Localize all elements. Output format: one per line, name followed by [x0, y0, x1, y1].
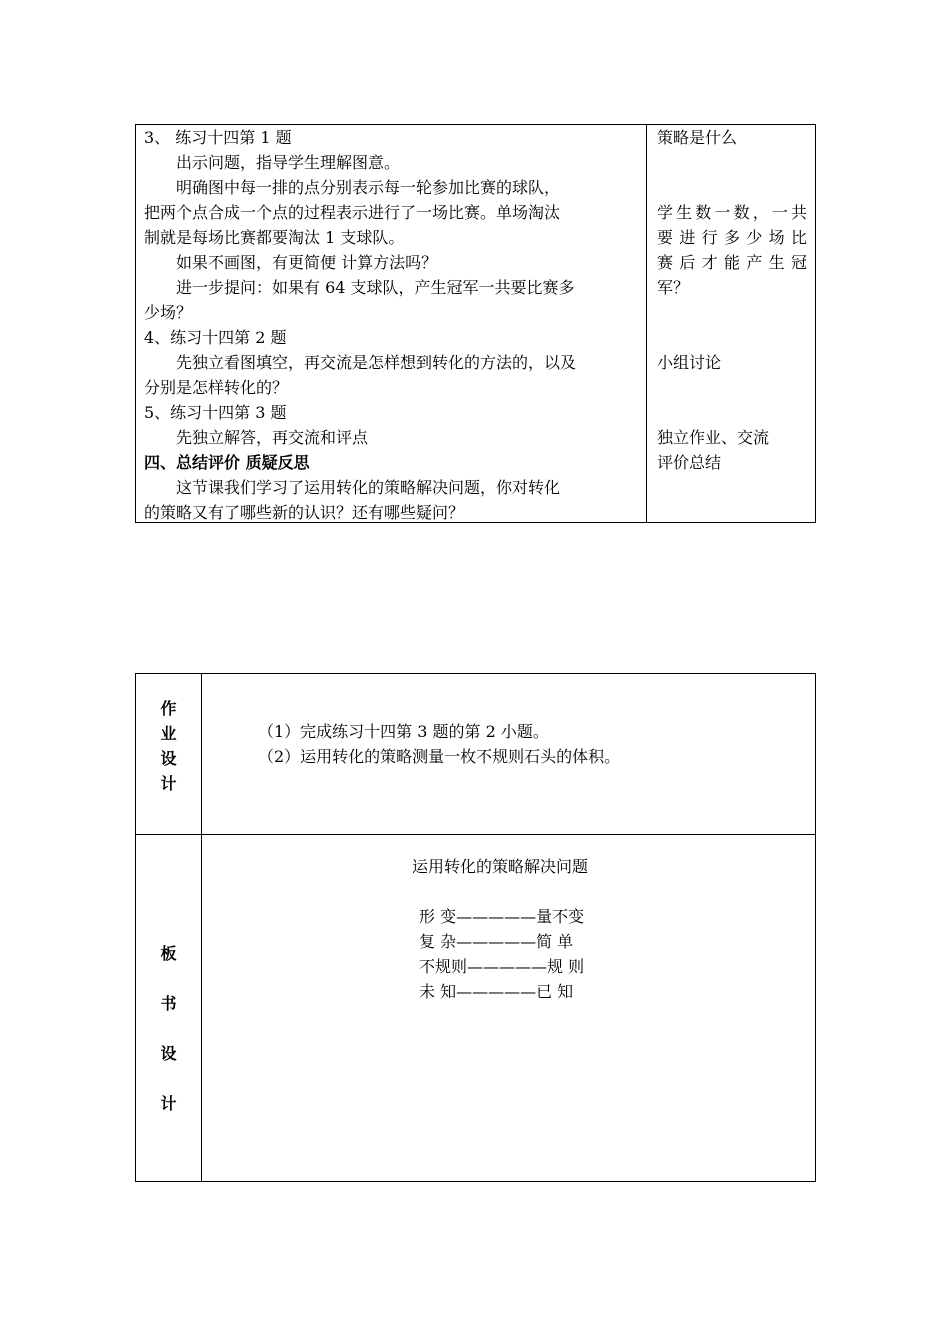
board-row: 不规则—————规 则 [419, 957, 585, 976]
note-line: 策略是什么 [657, 128, 738, 147]
board-row: 复 杂—————简 单 [419, 932, 574, 951]
note-line: 赛后才能产生冠 [657, 253, 807, 272]
lesson-line: 的策略又有了哪些新的认识？还有哪些疑问？ [144, 503, 465, 522]
row-divider [136, 834, 815, 835]
board-title: 运用转化的策略解决问题 [412, 857, 589, 876]
lesson-process-table [135, 124, 816, 523]
lesson-line: 明确图中每一排的点分别表示每一轮参加比赛的球队， [176, 178, 561, 197]
lesson-line: 如果不画图，有更简便 计算方法吗？ [176, 253, 438, 272]
design-table [135, 673, 816, 1182]
board-label: 板 书 设 计 [160, 944, 177, 1113]
note-line: 独立作业、交流 [657, 428, 770, 447]
note-line: 学生数一数，一共 [657, 203, 807, 222]
note-line: 评价总结 [657, 453, 722, 472]
lesson-line: 把两个点合成一个点的过程表示进行了一场比赛。单场淘汰 [144, 203, 561, 222]
board-row: 形 变—————量不变 [419, 907, 585, 926]
lesson-line: 先独立解答，再交流和评点 [176, 428, 369, 447]
board-row: 未 知—————已 知 [419, 982, 574, 1001]
section-heading: 四、总结评价 质疑反思 [144, 453, 310, 472]
column-divider [646, 125, 647, 522]
note-line: 军？ [657, 278, 690, 297]
label-column-divider [201, 674, 202, 1181]
lesson-line: 这节课我们学习了运用转化的策略解决问题，你对转化 [176, 478, 561, 497]
note-line: 小组讨论 [657, 353, 722, 372]
lesson-line: 先独立看图填空，再交流是怎样想到转化的方法的，以及 [176, 353, 577, 372]
homework-item: （2）运用转化的策略测量一枚不规则石头的体积。 [258, 747, 621, 766]
homework-label: 作 业 设 计 [160, 699, 177, 793]
lesson-line: 少场？ [144, 303, 193, 322]
lesson-line: 制就是每场比赛都要淘汰 1 支球队。 [144, 228, 405, 247]
lesson-line: 3、 练习十四第 1 题 [144, 128, 292, 147]
homework-item: （1）完成练习十四第 3 题的第 2 小题。 [258, 722, 549, 741]
lesson-line: 5、练习十四第 3 题 [144, 403, 287, 422]
note-line: 要进行多少场比 [657, 228, 807, 247]
lesson-line: 出示问题，指导学生理解图意。 [176, 153, 401, 172]
lesson-line: 分别是怎样转化的？ [144, 378, 289, 397]
lesson-line: 4、练习十四第 2 题 [144, 328, 287, 347]
lesson-line: 进一步提问：如果有 64 支球队，产生冠军一共要比赛多 [176, 278, 575, 297]
